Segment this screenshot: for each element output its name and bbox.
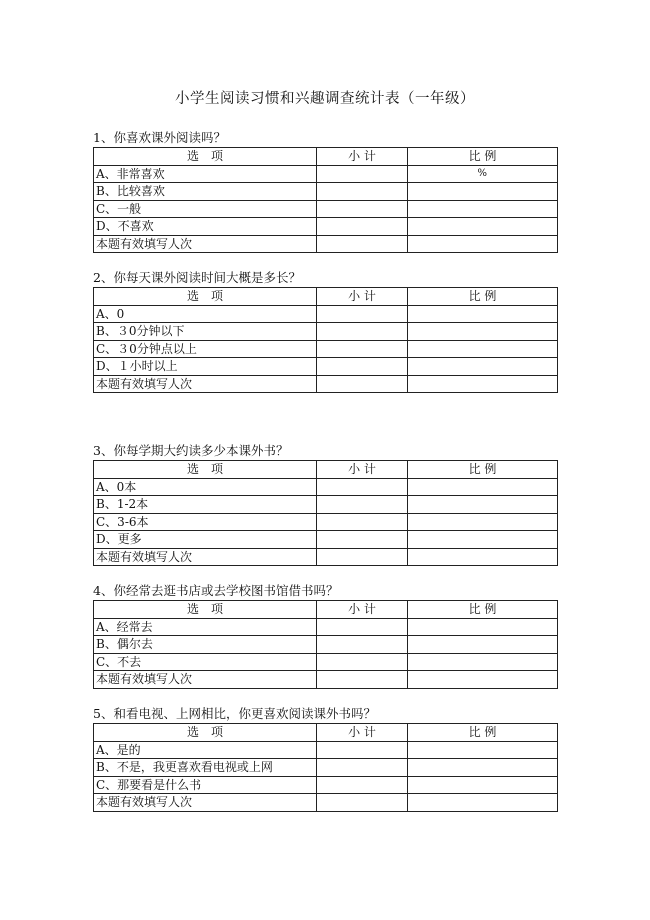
- subtotal-cell[interactable]: [317, 759, 408, 777]
- ratio-cell[interactable]: [408, 200, 558, 218]
- header-option: 选 项: [94, 601, 317, 619]
- table-total-row: [94, 548, 558, 566]
- subtotal-cell[interactable]: [317, 741, 408, 759]
- subtotal-cell[interactable]: [317, 636, 408, 654]
- survey-table-1: [93, 147, 558, 253]
- subtotal-cell[interactable]: [317, 478, 408, 496]
- subtotal-cell[interactable]: [317, 618, 408, 636]
- ratio-cell[interactable]: [408, 340, 558, 358]
- table-row: [94, 741, 558, 759]
- header-option: 选 项: [94, 148, 317, 166]
- subtotal-cell[interactable]: [317, 548, 408, 566]
- ratio-cell[interactable]: [408, 548, 558, 566]
- ratio-cell[interactable]: [408, 531, 558, 549]
- table-row: [94, 618, 558, 636]
- table-row: [94, 305, 558, 323]
- table-header-row: [94, 724, 558, 742]
- table-row: [94, 776, 558, 794]
- ratio-cell[interactable]: [408, 496, 558, 514]
- table-row: [94, 653, 558, 671]
- table-row: [94, 358, 558, 376]
- table-row: [94, 513, 558, 531]
- table-row: [94, 183, 558, 201]
- subtotal-cell[interactable]: [317, 340, 408, 358]
- table-header-row: [94, 288, 558, 306]
- subtotal-cell[interactable]: [317, 165, 408, 183]
- total-label: 本题有效填写人次: [94, 375, 317, 393]
- ratio-cell[interactable]: [408, 741, 558, 759]
- header-subtotal: 小 计: [317, 288, 408, 306]
- option-label: B、不是，我更喜欢看电视或上网: [94, 759, 317, 777]
- header-subtotal: 小 计: [317, 601, 408, 619]
- subtotal-cell[interactable]: [317, 375, 408, 393]
- header-subtotal: 小 计: [317, 724, 408, 742]
- table-total-row: [94, 794, 558, 812]
- question-1: 1、你喜欢课外阅读吗？: [93, 130, 226, 145]
- subtotal-cell[interactable]: [317, 305, 408, 323]
- option-label: A、0本: [94, 478, 317, 496]
- table-header-row: [94, 461, 558, 479]
- ratio-cell[interactable]: [408, 618, 558, 636]
- option-label: D、更多: [94, 531, 317, 549]
- option-label: C、不去: [94, 653, 317, 671]
- subtotal-cell[interactable]: [317, 358, 408, 376]
- survey-section-3: [93, 442, 558, 566]
- subtotal-cell[interactable]: [317, 200, 408, 218]
- header-subtotal: 小 计: [317, 461, 408, 479]
- survey-section-1: [93, 129, 558, 253]
- ratio-cell[interactable]: [408, 759, 558, 777]
- option-label: B、1-2本: [94, 496, 317, 514]
- ratio-cell[interactable]: [408, 323, 558, 341]
- ratio-cell[interactable]: [408, 218, 558, 236]
- ratio-cell[interactable]: [408, 183, 558, 201]
- ratio-cell[interactable]: [408, 478, 558, 496]
- header-option: 选 项: [94, 461, 317, 479]
- header-ratio: 比 例: [408, 288, 558, 306]
- survey-table-2: [93, 287, 558, 393]
- header-ratio: 比 例: [408, 601, 558, 619]
- table-row: [94, 200, 558, 218]
- subtotal-cell[interactable]: [317, 671, 408, 689]
- question-4: 4、你经常去逛书店或去学校图书馆借书吗？: [93, 583, 339, 598]
- subtotal-cell[interactable]: [317, 496, 408, 514]
- ratio-cell[interactable]: [408, 671, 558, 689]
- subtotal-cell[interactable]: [317, 513, 408, 531]
- option-label: A、是的: [94, 741, 317, 759]
- table-row: [94, 531, 558, 549]
- question-3: 3、你每学期大约读多少本课外书？: [93, 443, 289, 458]
- total-label: 本题有效填写人次: [94, 235, 317, 253]
- question-5: 5、和看电视、上网相比，你更喜欢阅读课外书吗？: [93, 706, 376, 721]
- header-option: 选 项: [94, 288, 317, 306]
- option-label: D、１小时以上: [94, 358, 317, 376]
- table-total-row: [94, 235, 558, 253]
- option-label: C、一般: [94, 200, 317, 218]
- subtotal-cell[interactable]: [317, 323, 408, 341]
- ratio-cell[interactable]: [408, 375, 558, 393]
- total-label: 本题有效填写人次: [94, 794, 317, 812]
- table-row: [94, 636, 558, 654]
- total-label: 本题有效填写人次: [94, 548, 317, 566]
- ratio-cell[interactable]: [408, 235, 558, 253]
- table-header-row: [94, 601, 558, 619]
- table-header-row: [94, 148, 558, 166]
- survey-section-5: [93, 705, 558, 812]
- table-row: [94, 759, 558, 777]
- ratio-cell[interactable]: [408, 653, 558, 671]
- option-label: A、非常喜欢: [94, 165, 317, 183]
- subtotal-cell[interactable]: [317, 653, 408, 671]
- header-ratio: 比 例: [408, 148, 558, 166]
- header-subtotal: 小 计: [317, 148, 408, 166]
- option-label: C、３0分钟点以上: [94, 340, 317, 358]
- table-row: [94, 323, 558, 341]
- option-label: A、经常去: [94, 618, 317, 636]
- table-row: [94, 340, 558, 358]
- table-total-row: [94, 671, 558, 689]
- header-ratio: 比 例: [408, 724, 558, 742]
- survey-section-2: [93, 269, 558, 393]
- survey-table-4: [93, 600, 558, 689]
- survey-section-4: [93, 582, 558, 689]
- page-title: 小学生阅读习惯和兴趣调查统计表（一年级）: [175, 91, 475, 107]
- ratio-cell[interactable]: [408, 305, 558, 323]
- table-total-row: [94, 375, 558, 393]
- ratio-cell[interactable]: [408, 358, 558, 376]
- option-label: D、不喜欢: [94, 218, 317, 236]
- total-label: 本题有效填写人次: [94, 671, 317, 689]
- ratio-cell[interactable]: %: [408, 165, 558, 183]
- option-label: B、３0分钟以下: [94, 323, 317, 341]
- ratio-cell[interactable]: [408, 794, 558, 812]
- table-row: [94, 478, 558, 496]
- table-row: [94, 496, 558, 514]
- table-row: [94, 165, 558, 183]
- option-label: C、3-6本: [94, 513, 317, 531]
- question-2: 2、你每天课外阅读时间大概是多长？: [93, 270, 301, 285]
- ratio-cell[interactable]: [408, 513, 558, 531]
- option-label: B、偶尔去: [94, 636, 317, 654]
- option-label: C、那要看是什么书: [94, 776, 317, 794]
- header-ratio: 比 例: [408, 461, 558, 479]
- option-label: A、0: [94, 305, 317, 323]
- subtotal-cell[interactable]: [317, 531, 408, 549]
- subtotal-cell[interactable]: [317, 776, 408, 794]
- survey-table-3: [93, 460, 558, 566]
- ratio-cell[interactable]: [408, 776, 558, 794]
- survey-table-5: [93, 723, 558, 812]
- option-label: B、比较喜欢: [94, 183, 317, 201]
- subtotal-cell[interactable]: [317, 235, 408, 253]
- subtotal-cell[interactable]: [317, 218, 408, 236]
- ratio-cell[interactable]: [408, 636, 558, 654]
- header-option: 选 项: [94, 724, 317, 742]
- subtotal-cell[interactable]: [317, 794, 408, 812]
- table-row: [94, 218, 558, 236]
- subtotal-cell[interactable]: [317, 183, 408, 201]
